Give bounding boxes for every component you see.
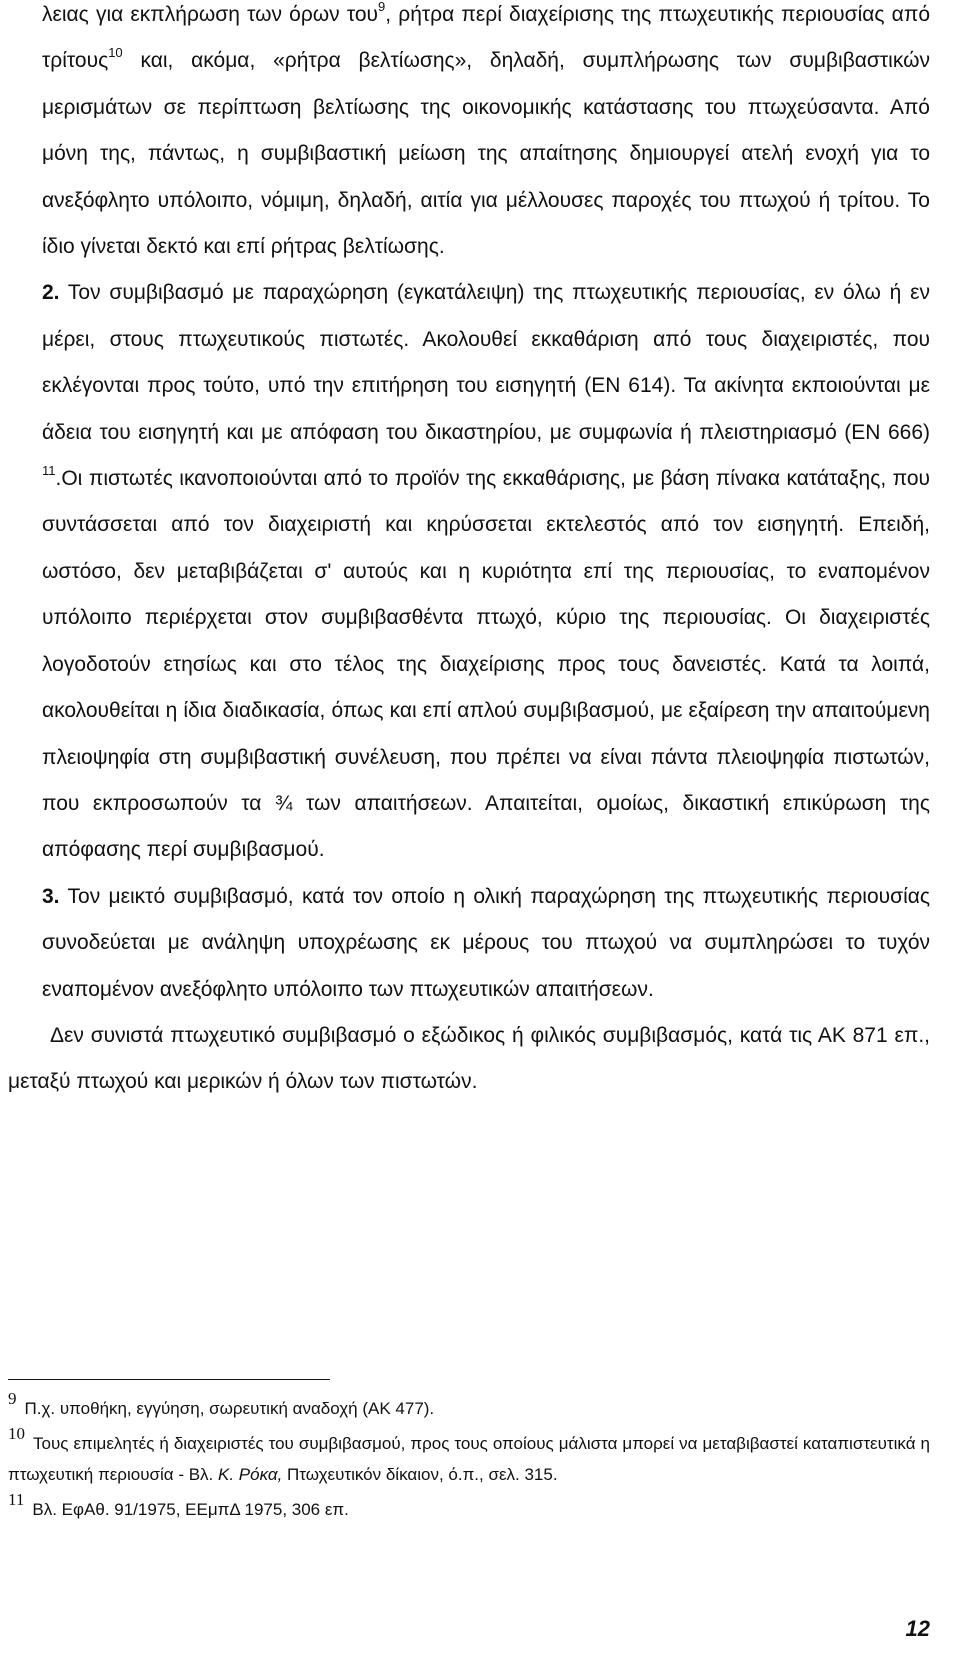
- page-number: 12: [905, 1616, 930, 1641]
- text-run: Π.χ. υποθήκη, εγγύηση, σωρευτική αναδοχή (ΑΚ 477).: [24, 1399, 435, 1418]
- footnote-reference: 10: [108, 45, 123, 61]
- text-run: Πτωχευτικόν δίκαιον, ό.π., σελ. 315.: [282, 1465, 558, 1484]
- list-item-number: 2.: [42, 281, 60, 305]
- footnotes: [8, 1389, 930, 1529]
- body-paragraph: [42, 270, 930, 873]
- text-run: Τον μεικτό συμβιβασμό, κατά τον οποίο η ολική παραχώρηση της πτωχευτικής περιουσίας συνοδεύεται με ανάληψη υποχρέωσης εκ μέρους του πτωχού να συμπληρώσει το τυχόν εναπομένον ανεξόφλητο υπόλοιπο των πτωχευτικών απαιτήσεων.: [42, 884, 930, 1001]
- text-run: Τον συμβιβασμό με παραχώρηση (εγκατάλειψη) της πτωχευτικής περιουσίας, εν όλω ή εν μέρει, στους πτωχευτικούς πιστωτές. Ακολουθεί εκκαθάριση από τους διαχειριστές, που εκλέγονται προς τούτο, υπό την επιτήρηση του εισηγητή (ΕΝ 614). Τα ακίνητα εκποιούνται με άδεια του εισηγητή και με απόφαση του δικαστηρίου, με συμφωνία ή πλειστηριασμό (ΕΝ 666): [42, 281, 930, 444]
- list-item-number: 3.: [42, 884, 60, 908]
- body-paragraph: [42, 874, 930, 1013]
- footnote-separator: [8, 1379, 330, 1380]
- text-run: Βλ. ΕφΑθ. 91/1975, ΕΕμπΔ 1975, 306 επ.: [32, 1500, 349, 1519]
- footnote-number: 11: [8, 1490, 25, 1509]
- footnote-number: 9: [8, 1389, 17, 1408]
- text-run: Τους επιμελητές ή διαχειριστές του συμβιβασμού, προς τους οποίους μάλιστα μπορεί να μεταβιβαστεί καταπιστευτικά η πτωχευτική περιουσία - Βλ.: [8, 1434, 930, 1484]
- text-run: , ρήτρα περί διαχείρισης της πτωχευτικής περιουσίας από τρίτους: [42, 3, 930, 73]
- author-name: Κ. Ρόκα,: [218, 1465, 283, 1484]
- text-run: και, ακόμα, «ρήτρα βελτίωσης», δηλαδή, συμπλήρωσης των συμβιβαστικών μερισμάτων σε περίπτωση βελτίωσης της οικονομικής κατάστασης του πτωχεύσαντα. Από μόνη της, πάντως, η συμβιβαστική μείωση της απαίτησης δημιουργεί ατελή ενοχή για το ανεξόφλητο υπόλοιπο, νόμιμη, δηλαδή, αιτία για μέλλουσες παροχές του πτωχού ή τρίτου. Το ίδιο γίνεται δεκτό και επί ρήτρας βελτίωσης.: [42, 49, 930, 259]
- footnote-number: 10: [8, 1424, 25, 1443]
- text-run: λειας για εκπλήρωση των όρων του: [42, 3, 379, 26]
- body-paragraph: [42, 0, 930, 270]
- footnote-reference: 9: [378, 0, 386, 14]
- footnote: [8, 1424, 930, 1490]
- footnote: [8, 1389, 930, 1424]
- body-text: [8, 0, 930, 1106]
- footnote-reference: 11: [42, 463, 56, 479]
- text-run: .Οι πιστωτές ικανοποιούνται από το προϊόν της εκκαθάρισης, με βάση πίνακα κατάταξης, που συντάσσεται από τον διαχειριστή και κηρύσσεται εκτελεστός από τον εισηγητή. Επειδή, ωστόσο, δεν μεταβιβάζεται σ' αυτούς και η κυριότητα επί της περιουσίας, το εναπομένον υπόλοιπο περιέρχεται στον συμβιβασθέντα πτωχό, κύριο της περιουσίας. Οι διαχειριστές λογοδοτούν ετησίως και στο τέλος της διαχείρισης προς τους δανειστές. Κατά τα λοιπά, ακολουθείται η ίδια διαδικασία, όπως και επί απλού συμβιβασμού, με εξαίρεση την απαιτούμενη πλειοψηφία στη συμβιβαστική συνέλευση, που πρέπει να είναι πάντα πλειοψηφία πιστωτών, που εκπροσωπούν τα ¾ των απαιτήσεων. Απαιτείται, ομοίως, δικαστική επικύρωση της απόφασης περί συμβιβασμού.: [42, 467, 930, 862]
- footnote: [8, 1490, 930, 1525]
- closing-paragraph: Δεν συνιστά πτωχευτικό συμβιβασμό ο εξώδικος ή φιλικός συμβιβασμός, κατά τις ΑΚ 871 επ., μεταξύ πτωχού και μερικών ή όλων των πιστωτών.: [8, 1023, 930, 1094]
